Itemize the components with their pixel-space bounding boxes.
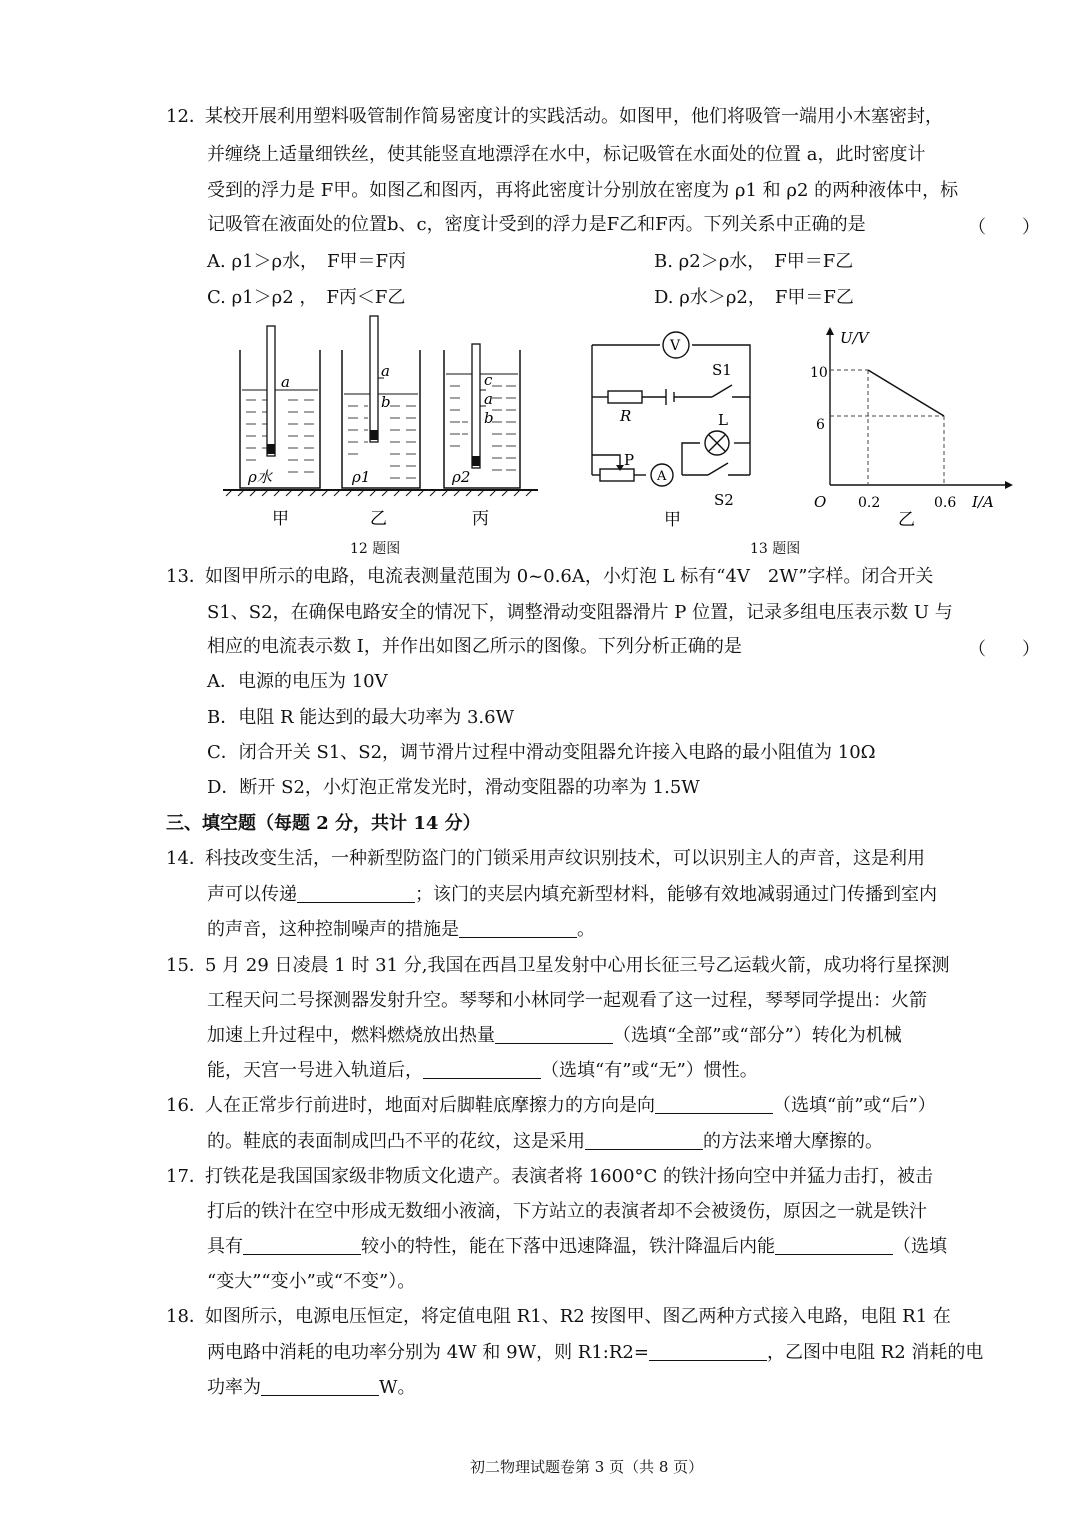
- fig13-graph: [800, 325, 1020, 535]
- q12-number: 12．: [166, 106, 207, 127]
- q16-blank-2[interactable]: [585, 1131, 703, 1150]
- q16-blank-1[interactable]: [655, 1095, 773, 1114]
- fig12-mark-a3: a: [484, 390, 493, 408]
- q12-option-d: D. ρ水＞ρ2， F甲＝F乙: [654, 287, 854, 308]
- q14-number: 14．: [166, 848, 207, 869]
- beaker-jia: [240, 326, 320, 488]
- beaker-yi: [342, 316, 420, 488]
- q13-option-a: A．电源的电压为 10V: [207, 671, 388, 692]
- q17-blank-2[interactable]: [775, 1236, 893, 1255]
- q13-number: 13．: [166, 566, 207, 587]
- q13-answer-paren: （ ）: [968, 639, 1040, 660]
- fig12-mark-a1: a: [281, 373, 290, 391]
- fig12-label-yi: 乙: [370, 509, 387, 529]
- q12-option-a: A. ρ1＞ρ水， F甲＝F丙: [207, 251, 407, 272]
- q18-blank-1[interactable]: [649, 1342, 767, 1361]
- fig12-mark-b3: b: [484, 409, 494, 427]
- switch-s1-label: S1: [712, 361, 732, 379]
- ammeter-symbol: A: [657, 469, 667, 484]
- q17-line1: 打铁花是我国国家级非物质文化遗产。表演者将 1600°C 的铁汁扬向空中并猛力击打，被击: [205, 1166, 934, 1187]
- page-footer: 初二物理试题卷第 3 页（共 8 页）: [470, 1458, 704, 1476]
- fig12-mark-b2: b: [381, 393, 391, 411]
- resistor-r-label: R: [620, 407, 632, 425]
- q12-line1: 某校开展利用塑料吸管制作简易密度计的实践活动。如图甲，他们将吸管一端用小木塞密封，: [205, 106, 943, 127]
- q14-blank-1[interactable]: [297, 884, 415, 903]
- graph-x-tick-06: 0.6: [934, 495, 957, 511]
- lamp-l-label: L: [718, 411, 728, 429]
- voltmeter-symbol: V: [670, 338, 681, 354]
- q13-line2: S1、S2，在确保电路安全的情况下，调整滑动变阻器滑片 P 位置，记录多组电压表示数 U 与: [207, 602, 953, 623]
- q12-option-c: C. ρ1＞ρ2 ， F丙＜F乙: [207, 287, 406, 308]
- q15-blank-2[interactable]: [423, 1060, 541, 1079]
- fig13-graph-label: 乙: [898, 510, 915, 530]
- fig13-circuit: [582, 325, 772, 535]
- q17-number: 17．: [166, 1166, 207, 1187]
- q14-line2: 声可以传递 ；该门的夹层内填充新型材料，能够有效地减弱通过门传播到室内: [207, 884, 937, 905]
- q18-line3: 功率为 W。: [207, 1377, 416, 1398]
- q14-blank-2[interactable]: [459, 919, 577, 938]
- q14-line1: 科技改变生活，一种新型防盗门的门锁采用声纹识别技术，可以识别主人的声音，这是利用: [205, 848, 925, 869]
- q12-line4: 记吸管在液面处的位置b、c，密度计受到的浮力是F乙和F丙。下列关系中正确的是: [207, 214, 866, 235]
- graph-y-axis-label: U/V: [840, 329, 869, 347]
- graph-x-tick-02: 0.2: [858, 495, 881, 511]
- beaker-bing: [444, 344, 520, 488]
- graph-y-tick-6: 6: [816, 417, 825, 433]
- q13-line1: 如图甲所示的电路，电流表测量范围为 0~0.6A，小灯泡 L 标有“4V 2W”字样。闭合开关: [205, 566, 934, 587]
- fig12-label-jia: 甲: [272, 509, 289, 529]
- q18-line1: 如图所示，电源电压恒定，将定值电阻 R1、R2 按图甲、图乙两种方式接入电路，电阻 R1 在: [205, 1306, 951, 1327]
- q14-line3: 的声音，这种控制噪声的措施是 。: [207, 919, 595, 940]
- q13-option-c: C．闭合开关 S1、S2，调节滑片过程中滑动变阻器允许接入电路的最小阻值为 10Ω: [207, 742, 876, 763]
- fig12-hydrometers: [218, 312, 548, 552]
- graph-y-tick-10: 10: [810, 365, 828, 381]
- q12-line3: 受到的浮力是 F甲。如图乙和图丙，再将此密度计分别放在密度为 ρ1 和 ρ2 的两种液体中，标: [207, 180, 959, 201]
- fig12-mark-a2: a: [381, 362, 390, 380]
- fig12-label-bing: 丙: [472, 509, 489, 529]
- q15-line2: 工程天问二号探测器发射升空。琴琴和小林同学一起观看了这一过程，琴琴同学提出：火箭: [207, 990, 927, 1011]
- q16-line1: 人在正常步行前进时，地面对后脚鞋底摩擦力的方向是向 （选填“前”或“后”）: [205, 1095, 936, 1116]
- q15-line3: 加速上升过程中，燃料燃烧放出热量 （选填“全部”或“部分”）转化为机械: [207, 1025, 902, 1046]
- q17-line3: 具有 较小的特性，能在下落中迅速降温，铁汁降温后内能 （选填: [207, 1236, 947, 1257]
- q13-option-d: D．断开 S2，小灯泡正常发光时，滑动变阻器的功率为 1.5W: [207, 777, 700, 798]
- graph-ui-line: [868, 370, 944, 416]
- q12-option-b: B. ρ2＞ρ水， F甲＝F乙: [654, 251, 854, 272]
- q13-option-b: B．电阻 R 能达到的最大功率为 3.6W: [207, 707, 515, 728]
- q18-number: 18．: [166, 1306, 207, 1327]
- section-fill-in-title: 三、填空题（每题 2 分，共计 14 分）: [166, 813, 481, 834]
- fig13-caption: 13 题图: [750, 541, 801, 557]
- q18-blank-2[interactable]: [261, 1377, 379, 1396]
- q17-line4: “变大”“变小”或“不变”）。: [207, 1271, 416, 1292]
- q16-line2: 的。鞋底的表面制成凹凸不平的花纹，这是采用 的方法来增大摩擦的。: [207, 1131, 883, 1152]
- graph-origin: O: [814, 493, 827, 511]
- slider-p-label: P: [624, 451, 635, 469]
- q15-number: 15．: [166, 955, 207, 976]
- fig12-mark-c3: c: [484, 371, 493, 389]
- fig12-rho-2: ρ2: [452, 468, 471, 486]
- q18-line2: 两电路中消耗的电功率分别为 4W 和 9W，则 R1:R2= ，乙图中电阻 R2 消耗的电: [207, 1342, 984, 1363]
- q12-answer-paren: （ ）: [968, 217, 1040, 238]
- fig13-circuit-label: 甲: [664, 510, 681, 530]
- q15-line1: 5 月 29 日凌晨 1 时 31 分,我国在西昌卫星发射中心用长征三号乙运载火箭，成功将行星探测: [205, 955, 950, 976]
- switch-s2-label: S2: [714, 491, 734, 509]
- q17-line2: 打后的铁汁在空中形成无数细小液滴，下方站立的表演者却不会被烫伤，原因之一就是铁汁: [207, 1201, 927, 1222]
- fig12-rho-1: ρ1: [352, 468, 371, 486]
- graph-x-axis-label: I/A: [972, 493, 994, 511]
- fig12-rho-water: ρ水: [248, 468, 272, 486]
- q17-blank-1[interactable]: [243, 1236, 361, 1255]
- q15-line4: 能，天宫一号进入轨道后， （选填“有”或“无”）惯性。: [207, 1060, 758, 1081]
- q12-line2: 并缠绕上适量细铁丝，使其能竖直地漂浮在水中，标记吸管在水面处的位置 a，此时密度计: [207, 144, 926, 165]
- q13-line3: 相应的电流表示数 I，并作出如图乙所示的图像。下列分析正确的是: [207, 636, 742, 657]
- fig12-caption: 12 题图: [350, 541, 401, 557]
- q15-blank-1[interactable]: [495, 1025, 613, 1044]
- q16-number: 16．: [166, 1095, 207, 1116]
